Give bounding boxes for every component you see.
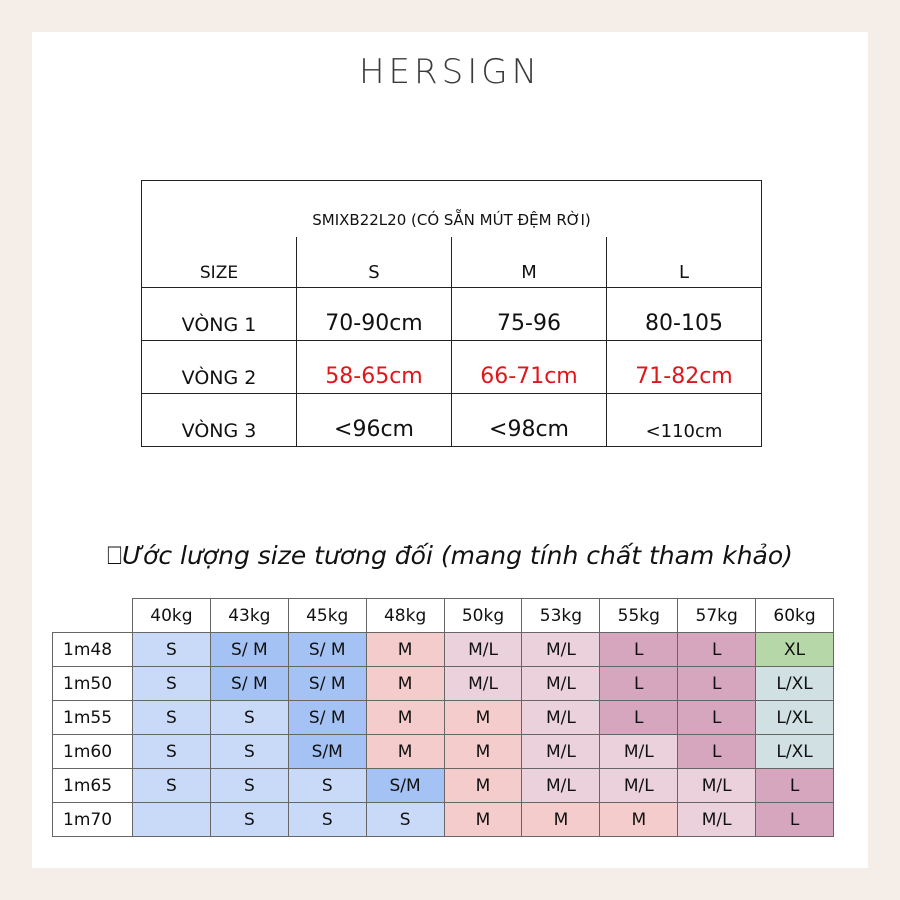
size-value: <98cm — [452, 394, 607, 447]
size-estimate-cell: S — [133, 667, 211, 701]
size-estimate-cell: M — [444, 803, 522, 837]
size-estimate-cell: XL — [756, 633, 834, 667]
size-row-vong-1 — [142, 288, 762, 341]
height-label: 1m48 — [53, 633, 133, 667]
size-estimate-cell: S — [366, 803, 444, 837]
estimate-row — [53, 735, 834, 769]
size-estimate-cell: S — [210, 701, 288, 735]
size-estimate-cell — [133, 803, 211, 837]
size-estimate-cell: L — [678, 667, 756, 701]
size-estimate-cell: S — [133, 735, 211, 769]
size-estimate-cell: L — [600, 701, 678, 735]
size-estimate-cell: M/L — [522, 735, 600, 769]
size-estimate-cell: L/XL — [756, 667, 834, 701]
weight-header: 40kg — [133, 599, 211, 633]
size-estimate-cell: S/ M — [210, 633, 288, 667]
size-estimate-cell: M/L — [522, 667, 600, 701]
size-estimate-cell: M — [366, 735, 444, 769]
size-value-highlight: 71-82cm — [607, 341, 762, 394]
size-chart-table — [141, 180, 762, 447]
size-estimate-cell: L — [756, 803, 834, 837]
size-value: <96cm — [297, 394, 452, 447]
weight-header: 55kg — [600, 599, 678, 633]
size-estimate-cell: S/ M — [288, 633, 366, 667]
weight-header: 50kg — [444, 599, 522, 633]
weight-header: 48kg — [366, 599, 444, 633]
size-value: 80-105 — [607, 288, 762, 341]
height-label: 1m65 — [53, 769, 133, 803]
size-chart-header-row — [142, 237, 762, 288]
size-row-label: VÒNG 3 — [142, 394, 297, 447]
size-estimate-cell: M/L — [600, 735, 678, 769]
size-estimate-cell: L — [678, 701, 756, 735]
size-estimate-cell: M — [366, 701, 444, 735]
estimate-row — [53, 803, 834, 837]
height-label: 1m55 — [53, 701, 133, 735]
size-estimate-cell: M — [444, 701, 522, 735]
estimate-table-body — [53, 599, 834, 837]
estimate-title — [0, 541, 900, 571]
size-estimate-cell: S — [133, 769, 211, 803]
size-estimate-cell: M/L — [522, 769, 600, 803]
weight-header: 53kg — [522, 599, 600, 633]
size-chart-title-row — [142, 181, 762, 238]
weight-header: 45kg — [288, 599, 366, 633]
size-estimate-cell: M/L — [444, 633, 522, 667]
size-estimate-cell: S — [210, 803, 288, 837]
size-estimate-cell: M — [522, 803, 600, 837]
weight-header: 57kg — [678, 599, 756, 633]
size-estimate-cell: M/L — [678, 769, 756, 803]
estimate-header-row — [53, 599, 834, 633]
estimate-corner-cell — [53, 599, 133, 633]
size-row-label: VÒNG 1 — [142, 288, 297, 341]
height-label: 1m70 — [53, 803, 133, 837]
size-estimate-cell: S/M — [288, 735, 366, 769]
size-estimate-cell: M/L — [678, 803, 756, 837]
estimate-row — [53, 701, 834, 735]
size-estimate-cell: M/L — [600, 769, 678, 803]
size-header-m: M — [452, 237, 607, 288]
size-estimate-cell: L — [600, 633, 678, 667]
size-estimate-cell: S — [210, 769, 288, 803]
weight-header: 60kg — [756, 599, 834, 633]
size-header-s: S — [297, 237, 452, 288]
size-row-vong-3 — [142, 394, 762, 447]
size-estimate-cell: S — [288, 803, 366, 837]
size-estimate-cell: L — [756, 769, 834, 803]
size-estimate-cell: M — [444, 769, 522, 803]
box-glyph-icon: ⎕ — [107, 541, 123, 570]
size-estimate-cell: S/ M — [288, 701, 366, 735]
size-header-l: L — [607, 237, 762, 288]
size-estimate-cell: S/ M — [288, 667, 366, 701]
size-estimate-cell: S — [133, 701, 211, 735]
size-row-label: VÒNG 2 — [142, 341, 297, 394]
size-estimate-cell: S — [288, 769, 366, 803]
estimate-title-text: Ước lượng size tương đối (mang tính chất tham khảo) — [122, 541, 793, 570]
size-estimate-cell: M — [366, 667, 444, 701]
size-estimate-cell: M/L — [444, 667, 522, 701]
size-estimate-cell: S/M — [366, 769, 444, 803]
size-row-vong-2 — [142, 341, 762, 394]
size-value-highlight: 66-71cm — [452, 341, 607, 394]
estimate-row — [53, 769, 834, 803]
size-estimate-cell: L — [678, 735, 756, 769]
size-header-label: SIZE — [142, 237, 297, 288]
estimate-table — [52, 598, 834, 837]
height-label: 1m50 — [53, 667, 133, 701]
size-value: 75-96 — [452, 288, 607, 341]
size-estimate-cell: L/XL — [756, 735, 834, 769]
weight-header: 43kg — [210, 599, 288, 633]
size-estimate-cell: S/ M — [210, 667, 288, 701]
size-value: <110cm — [607, 394, 762, 447]
size-estimate-cell: M — [444, 735, 522, 769]
size-estimate-cell: M — [366, 633, 444, 667]
brand-logo: HERSIGN — [358, 52, 542, 92]
estimate-row — [53, 667, 834, 701]
height-label: 1m60 — [53, 735, 133, 769]
size-estimate-cell: L/XL — [756, 701, 834, 735]
size-estimate-cell: L — [600, 667, 678, 701]
size-estimate-cell: S — [133, 633, 211, 667]
size-estimate-cell: M/L — [522, 701, 600, 735]
size-estimate-cell: L — [678, 633, 756, 667]
size-value: 70-90cm — [297, 288, 452, 341]
size-estimate-cell: M — [600, 803, 678, 837]
size-chart-title: SMIXB22L20 (CÓ SẴN MÚT ĐỆM RỜI) — [142, 181, 762, 238]
estimate-row — [53, 633, 834, 667]
size-estimate-cell: M/L — [522, 633, 600, 667]
size-value-highlight: 58-65cm — [297, 341, 452, 394]
size-estimate-cell: S — [210, 735, 288, 769]
